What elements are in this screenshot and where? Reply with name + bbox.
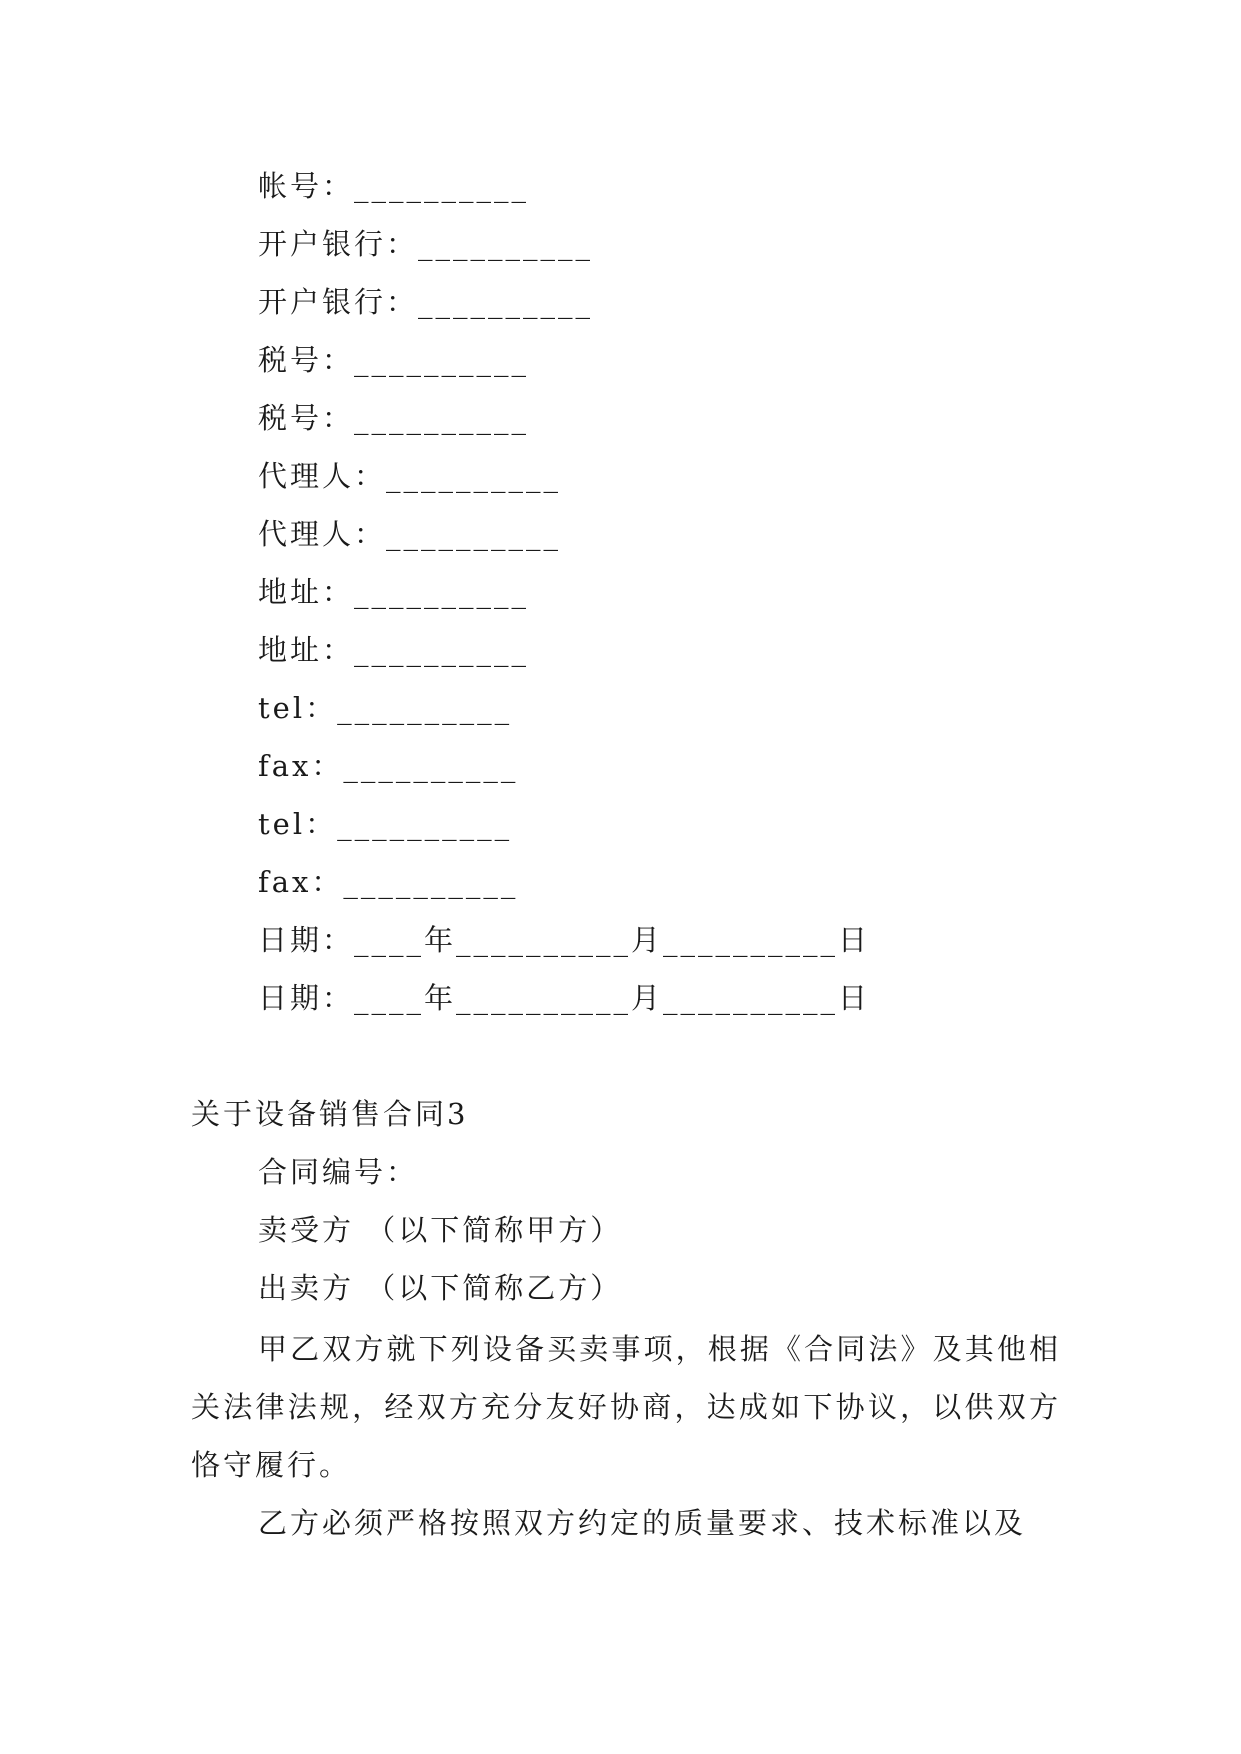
contract-number-label: 合同编号：	[258, 1155, 419, 1189]
bank-name-field: 开户银行：__________	[258, 227, 594, 261]
quality-paragraph: 乙方必须严格按照双方约定的质量要求、技术标准以及	[258, 1506, 1027, 1540]
bank-name-field: 开户银行：__________	[258, 285, 594, 319]
account-number-field: 帐号：__________	[258, 169, 530, 203]
agreement-paragraph: 甲乙双方就下列设备买卖事项，根据《合同法》及其他相关法律法规，经双方充分友好协商，达成如下协议，以供双方恪守履行。	[191, 1332, 1061, 1482]
tel-field: tel：__________	[258, 691, 513, 725]
address-field: 地址：__________	[258, 633, 530, 667]
date-field: 日期：____年__________月__________日	[258, 923, 871, 957]
tel-field: tel：__________	[258, 807, 513, 841]
fax-field: fax：__________	[258, 749, 519, 783]
tax-number-field: 税号：__________	[258, 401, 530, 435]
agent-field: 代理人：__________	[258, 517, 562, 551]
tax-number-field: 税号：__________	[258, 343, 530, 377]
seller-line: 出卖方 （以下简称乙方）	[258, 1271, 623, 1305]
agent-field: 代理人：__________	[258, 459, 562, 493]
buyer-line: 卖受方 （以下简称甲方）	[258, 1213, 623, 1247]
date-field: 日期：____年__________月__________日	[258, 981, 871, 1015]
section-title: 关于设备销售合同3	[191, 1097, 469, 1131]
address-field: 地址：__________	[258, 575, 530, 609]
fax-field: fax：__________	[258, 865, 519, 899]
